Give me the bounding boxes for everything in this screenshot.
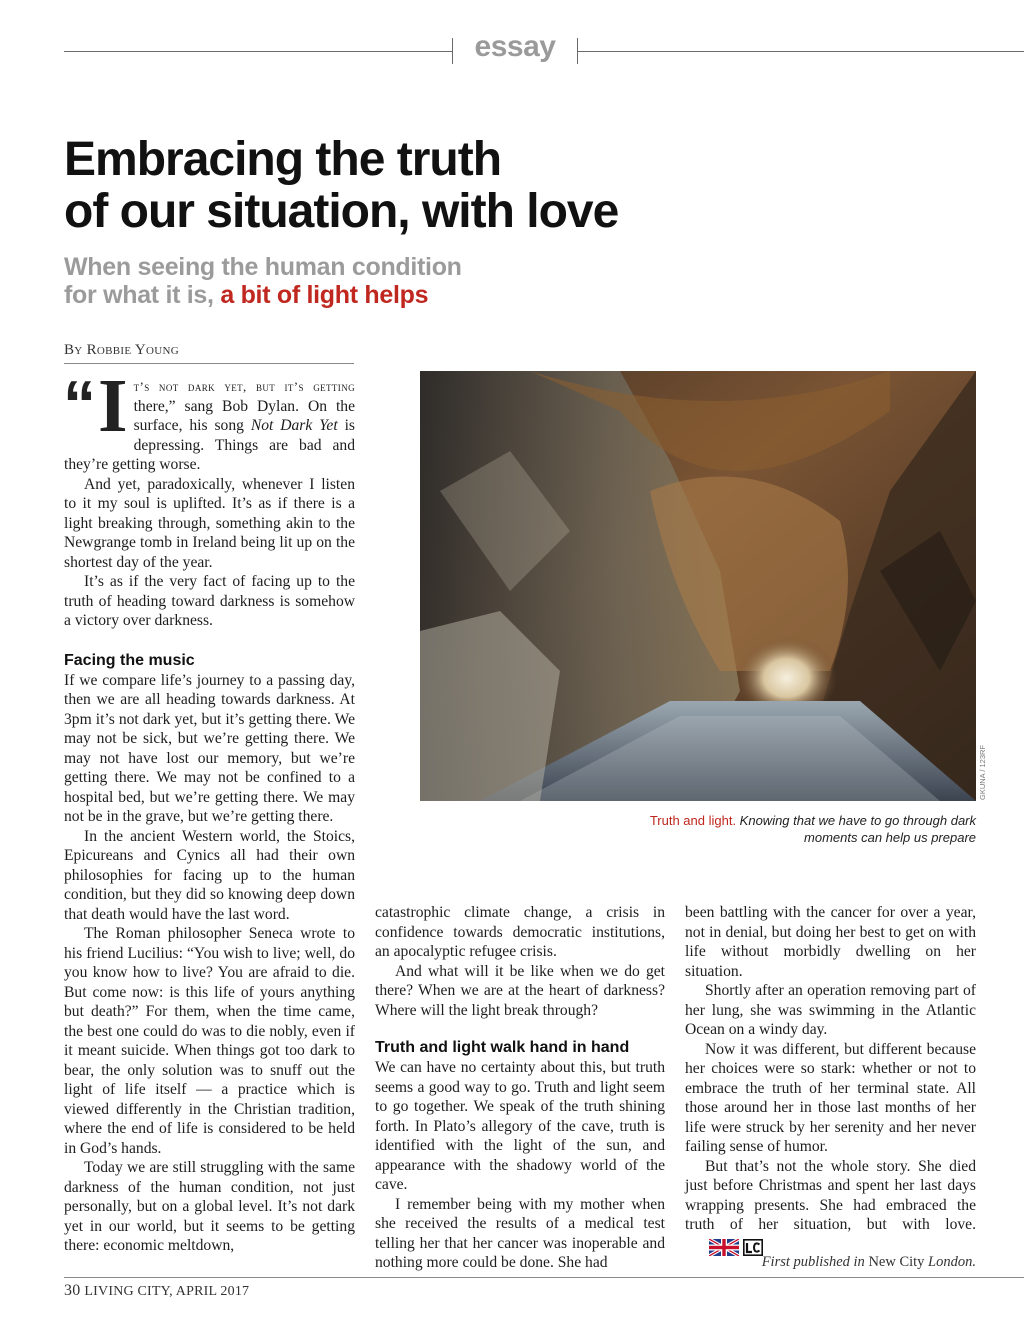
caption-text: Knowing that we have to go through dark moments can help us prepare — [736, 813, 976, 845]
column-3 — [685, 903, 976, 1257]
paragraph: We can have no certainty about this, but truth seems a good way to go. Truth and light seem to go together. We speak of the truth shining forth. In Plato’s allegory of the cave, truth is identified with the light of the sun, and appearance with the shadowy world of the cave. — [375, 1059, 665, 1193]
folio — [64, 1282, 249, 1300]
publication-note — [686, 1254, 976, 1271]
note-pre: First published in — [761, 1254, 869, 1270]
subheading-truth-and-light: Truth and light walk hand in hand — [375, 1039, 630, 1056]
caption-title: Truth and light. — [649, 813, 737, 828]
paragraph: The Roman philosopher Seneca wrote to his friend Lucilius: “You wish to live; well, do you know how to live? You are afraid to die. But come now: is this life of yours anything but death?” For them, when the time came, the best one could do was to die nobly, even if it meant suicide. When things got too dark to bear, the only solution was to snuff out the light of life itself — a practice which is viewed differently in the Christian tradition, where the end of life is considered to be held in God’s hands. — [64, 925, 355, 1157]
paragraph: It’s as if the very fact of facing up to the truth of heading toward darkness is somehow a victory over darkness. — [64, 573, 355, 629]
final-paragraph-text: But that’s not the whole story. She died just before Christmas and spent her last days wrapping presents. She had embraced the truth of her situation, but with love. — [685, 1157, 976, 1233]
section-rule-left — [64, 51, 452, 52]
quote-mark-icon: “ — [63, 367, 96, 441]
paragraph: And yet, paradoxically, whenever I listen to it my soul is uplifted. It’s as if there is a light breaking through, something akin to the Newgrange tomb in Ireland being lit up on the shortest day of the year. — [64, 475, 355, 571]
column-1 — [63, 364, 355, 1256]
subhead-line-1: When seeing the human condition — [64, 253, 462, 281]
page-number: 30 — [64, 1282, 81, 1299]
note-post: London. — [924, 1254, 976, 1270]
drop-cap: I — [98, 364, 128, 448]
paragraph: Shortly after an operation removing part of her lung, she was swimming in the Atlantic Ocean on a windy day. — [685, 982, 976, 1038]
lead-paragraph — [63, 364, 355, 475]
paragraph: Now it was different, but different because her choices were so stark: whether or not to embrace the truth of her terminal state. All those around her in those last months of her life were struck by her serenity and her never failing sense of humor. — [685, 1040, 976, 1155]
headline-line-1: Embracing the truth — [64, 133, 502, 186]
column-2 — [375, 903, 665, 1273]
paragraph: In the ancient Western world, the Stoics, Epicureans and Cynics all had their own philosophies for facing up to the human condition, but they did so knowing deep down that death would have the last word. — [64, 827, 355, 923]
headline — [64, 134, 764, 238]
lead-text-1: there,” sang Bob Dylan. On the surface, his song — [133, 397, 355, 434]
subheading-facing-the-music: Facing the music — [64, 651, 195, 669]
byline: By Robbie Young — [64, 342, 354, 364]
song-title: Not Dark Yet — [250, 417, 338, 434]
note-publication: New City — [868, 1254, 925, 1270]
subhead-line-2-red: a bit of light helps — [220, 281, 429, 309]
paragraph: catastrophic climate change, a crisis in confidence towards democratic institutions, an apocalyptic refugee crisis. — [375, 904, 665, 960]
footer-rule — [64, 1277, 1024, 1278]
lead-text-2: is depressing. Things are bad and they’re getting worse. — [64, 417, 355, 473]
lead-smallcaps: t’s not dark yet, but it’s getting — [133, 379, 355, 394]
paragraph: I remember being with my mother when she received the results of a medical test telling her that her cancer was inoperable and nothing more could be done. She had — [375, 1195, 665, 1271]
paragraph: And what will it be like when we do get there? When we are at the heart of darkness? Where will the light break through? — [375, 962, 665, 1019]
tunnel-photo — [420, 371, 976, 801]
subhead-line-2-gray: for what it is, — [64, 281, 221, 309]
photo-credit: GKUNA / 123RF — [978, 744, 987, 800]
magazine-issue: LIVING CITY, APRIL 2017 — [84, 1284, 250, 1299]
section-tick-left — [452, 38, 453, 64]
section-label: essay — [474, 30, 556, 63]
subheadline — [64, 253, 764, 309]
paragraph: If we compare life’s journey to a passing day, then we are all heading towards darkness. At 3pm it’s not dark yet, but it’s getting there. We may not be sick, but we’re getting there. We may not have lost our memory, but we’re getting there. We may not be confined to a hospital bed, but we’re getting there. We may not be in the grave, but we’re getting there. — [64, 671, 355, 825]
section-rule-right — [578, 51, 1024, 52]
paragraph: been battling with the cancer for over a year, not in denial, but doing her best to get on with life without morbidly dwelling on her situation. — [685, 904, 976, 980]
photo-caption — [640, 812, 976, 846]
paragraph: Today we are still struggling with the same darkness of the human condition, not just personally, but on a global level. It’s not dark yet in our world, but it seems to be getting there: economic meltdown, — [64, 1159, 355, 1254]
subhead-line-2 — [64, 281, 764, 309]
cave-tunnel-image — [420, 371, 976, 801]
headline-line-2: of our situation, with love — [64, 185, 619, 238]
paragraph — [685, 1157, 976, 1258]
